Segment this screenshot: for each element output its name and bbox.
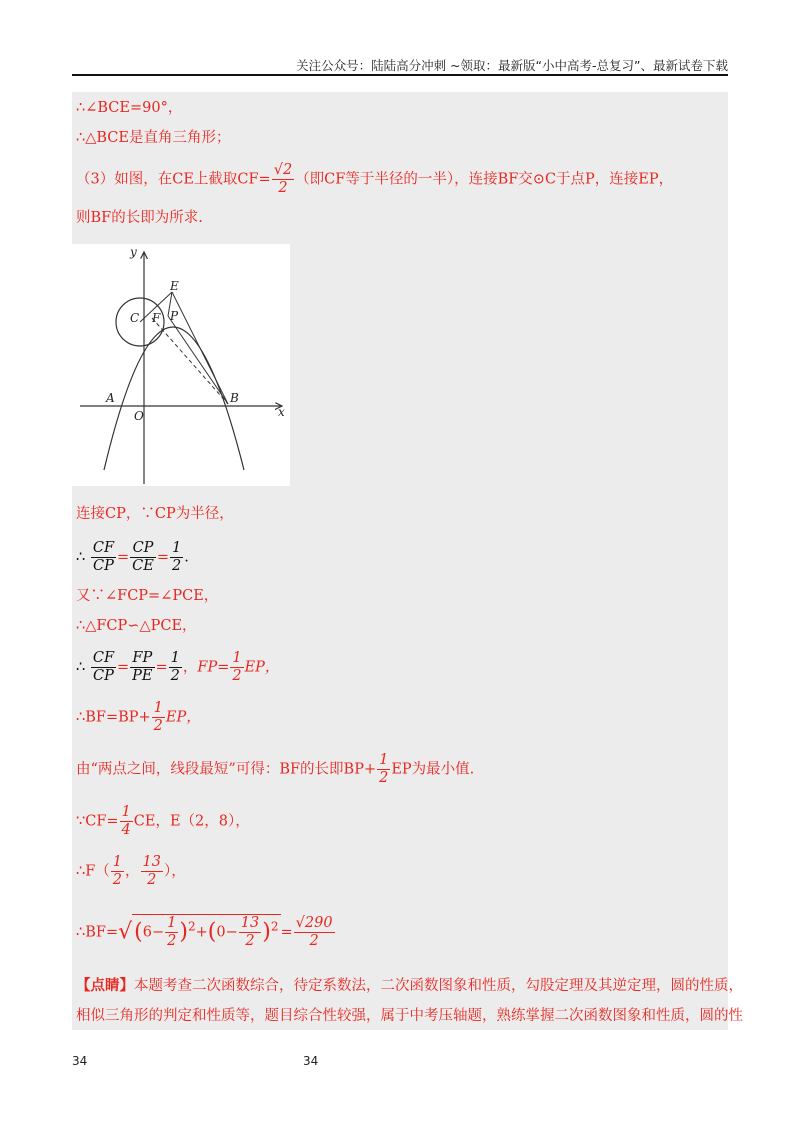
line-2: ∴△BCE是直角三角形； [76, 130, 231, 146]
line-12: ∴F（ $\frac{1}{2}$ ， $\frac{13}{2}$ ）， [76, 854, 186, 888]
parabola-circle-figure [72, 244, 290, 486]
header-text: 关注公众号：陆陆高分冲刺 ~领取：最新版“小中高考-总复习”、最新试卷下载 [296, 58, 728, 73]
footer-page-left: 34 [72, 1054, 88, 1068]
segment-fb [152, 318, 228, 404]
frac-sqrt2-over-2: $\frac{√2}{2}$ [273, 162, 293, 196]
segment-pb [168, 316, 228, 404]
page-header [72, 54, 728, 76]
label-e: E [170, 279, 179, 293]
note-tag: 【点睛】 [76, 977, 134, 994]
label-x: x [278, 405, 285, 419]
line-13: ∴BF=√(6− $\frac{1}{2}$ )$^2$+(0− $\frac{13}{2}$ )$^2$ = $\frac{√290}{2}$ [76, 915, 333, 949]
footer-page-center: 34 [303, 1054, 319, 1068]
note-line-2: 相似三角形的判定和性质等，题目综合性较强，属于中考压轴题，熟练掌握二次函数图象和性质，圆的性 [76, 1008, 743, 1024]
label-a: A [106, 391, 115, 405]
line-ratio-1: ∴ $\frac{CF}{CP}$ = $\frac{CP}{CE}$ = $\frac{1}{2}$ . [76, 540, 189, 574]
solution-content [72, 92, 743, 1030]
line-3: （3）如图，在CE上截取CF= $\frac{√2}{2}$ （即CF等于半径的一半），连接BF交⊙C于点P，连接EP， [76, 162, 674, 196]
line-6: 又∵∠FCP=∠PCE， [76, 588, 219, 604]
label-c: C [130, 311, 140, 325]
label-p: P [170, 309, 179, 323]
label-b: B [230, 391, 239, 405]
label-y: y [130, 245, 137, 259]
line-10: 由“两点之间，线段最短”可得：BF的长即BP+ $\frac{1}{2}$ EP为最小值. [76, 752, 475, 786]
label-o: O [134, 409, 144, 423]
label-f: F [152, 311, 161, 325]
line-9: ∴BF=BP+ $\frac{1}{2}$ EP， [76, 700, 201, 734]
segment-eb [172, 292, 228, 404]
line-1: ∴∠BCE=90°， [76, 100, 183, 116]
line-7: ∴△FCP∽△PCE， [76, 618, 197, 634]
line-4: 则BF的长即为所求. [76, 210, 203, 226]
line-11: ∵CF= $\frac{1}{4}$ CE，E（2，8）， [76, 804, 250, 838]
line-5: 连接CP，∵CP为半径， [76, 506, 234, 522]
note-line-1: 【点睛】本题考查二次函数综合，待定系数法，二次函数图象和性质，勾股定理及其逆定理，圆的性质， [76, 977, 743, 994]
line-ratio-2: ∴ $\frac{CF}{CP}$ = $\frac{FP}{PE}$ = $\frac{1}{2}$ ，FP= $\frac{1}{2}$ EP， [76, 650, 280, 684]
figure-svg [72, 244, 290, 486]
